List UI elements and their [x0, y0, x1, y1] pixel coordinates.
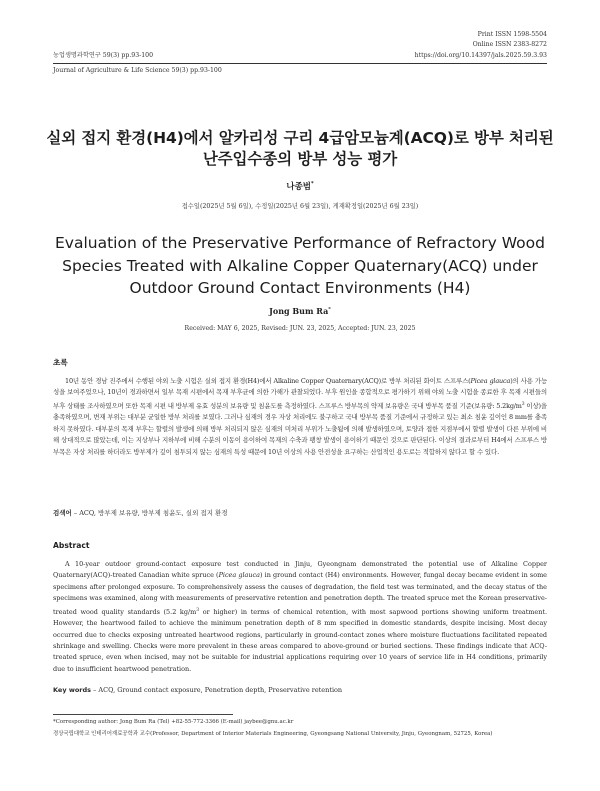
title-ko-line2: 난주입수종의 방부 성능 평가: [202, 150, 398, 168]
dates-en: Received: MAY 6, 2025, Revised: JUN. 23, 2025, Accepted: JUN. 23, 2025: [184, 325, 416, 332]
abstract-en-body: [53, 559, 547, 675]
dates-ko: 접수일(2025년 5월 6일), 수정일(2025년 6월 23일), 게재확정일(2025년 6월 23일): [181, 203, 419, 210]
author-en: [0, 306, 600, 316]
journal-ko: 농업생명과학연구 59(3) pp.93-100: [53, 52, 154, 59]
abstract-ko-body: [53, 376, 547, 458]
author-ko-mark: *: [311, 181, 314, 188]
author-ko-name: 나종범: [286, 182, 311, 192]
abstract-ko-text-3: 이상)을 충족하였으며, 변재 부위는 대부분 균일한 방부 처리를 보였다. 그러나 심재의 경우 자상 처리에도 불구하고 국내 방부목 품질 기준에서 규정하고 있는 최소 침윤 깊이인 8 mm를 충족하지 못하였다. 대부분의 목재 부후는 할렬의 발생에 의해 방부 처리되지 않은 심재의 미처리 부위가 노출됨에 의해 발생하였으며, 토양과 접한 지점부에서 할렬 발생이 다른 부위에 비해 상대적으로 많았는데, 이는 지상부나 지하부에 비해 수분의 이동이 용이하여 목재의 수축과 팽창 발생이 용이하기 때문인 것으로 판단된다. 이상의 결과로부터 H4에서 스프루스 방부목은 자상 처리를 하더라도 방부제가 깊이 침투되지 않는 심재의 특성 때문에 10년 이상의 사용 안전성을 요구하는 산업적인 용도로는 적합하지 않다고 할 수 있다.: [53, 401, 547, 456]
title-en-line2: Species Treated with Alkaline Copper Quaternary(ACQ) under: [62, 256, 538, 275]
footnote-divider: [53, 714, 233, 715]
abstract-en-text-1: A 10-year outdoor ground-contact exposure test conducted in Jinju, Gyeongnam demonstrated the potential use of Alkaline Copper Quaternary(ACQ)-treated Canadian white spruce (: [53, 560, 547, 580]
issn-online: Online ISSN 2383-8272: [472, 41, 547, 48]
abstract-en-heading: Abstract: [53, 541, 90, 550]
title-ko: [40, 128, 560, 170]
abstract-en-sup: 3: [196, 607, 200, 613]
abstract-en-text-3: or higher) in terms of chemical retention, with most sapwood portions showing uniform treatment. However, the heartwood failed to achieve the minimum penetration depth of 8 mm specified in domestic standards, despite incising. Most decay occurred due to checks exposing untreated heartwood regions, particularly in ground-contact zones where moisture fluctuations facilitated repeated shrinkage and swelling. Checks were more prevalent in these areas compared to above-ground or buried sections. These findings indicate that ACQ-treated spruce, even when incised, may not be suitable for industrial applications requiring over 10 years of service life in H4 conditions, primarily due to insufficient heartwood penetration.: [53, 607, 547, 673]
title-en: [40, 232, 560, 300]
journal-en: Journal of Agriculture & Life Science 59(3) pp.93-100: [53, 67, 222, 74]
abstract-ko-text-2: )의 사용 가능성을 보여주었으나, 10년이 경과하면서 일부 목재 시편에서 목재 부후균에 의한 가해가 관찰되었다. 부후 원인을 종합적으로 평가하기 위해 야외 노출 시험을 종료한 후 목재 시편들의 부후 상태를 조사하였으며 또한 목재 시편 내 방부제 유효 성분의 보유량 및 침윤도를 측정하였다. 스프루스 방부목의 약제 보유량은 국내 방부목 품질 기준(보유량: 5.2kg/m: [53, 377, 548, 410]
keywords-ko-label: 검색어: [53, 509, 72, 517]
abstract-ko-text-1: 10년 동안 경남 진주에서 수행된 야외 노출 시험은 실외 접지 환경(H4)에서 Alkaline Copper Quaternary(ACQ)로 방부 처리된 화이트 스프루스(: [65, 377, 471, 385]
doi-link[interactable]: https://doi.org/10.14397/jals.2025.59.3.93: [414, 52, 547, 59]
author-en-name: Jong Bum Ra: [269, 306, 329, 316]
abstract-en-text-2: ) in ground contact (H4) environments. However, fungal decay became evident in some specimens after prolonged exposure. To comprehensively assess the causes of degradation, the field test was terminated, and the decay status of the specimens was examined, along with measurements of preservative retention and penetration depth. The treated spruce met the Korean preservative-treated wood quality standards (5.2 kg/m: [53, 571, 547, 616]
footnote-affiliation: 경상국립대학교 인테리어재료공학과 교수(Professor, Department of Interior Materials Engineering, Gyeongsang National University, Jinju, Gyeongnam, 52725, Korea): [53, 731, 493, 737]
keywords-en-text: ACQ, Ground contact exposure, Penetration depth, Preservative retention: [98, 686, 343, 694]
abstract-ko-sup: 3: [521, 401, 525, 407]
footnote-corresponding: *Corresponding author: Jong Bum Ra (Tel) +82-55-772-3366 (E-mail) jaybee@gnu.ac.kr: [53, 719, 294, 725]
author-en-mark: *: [328, 306, 331, 313]
title-en-line1: Evaluation of the Preservative Performance of Refractory Wood: [55, 234, 545, 252]
keywords-en-label: Key words: [53, 686, 92, 694]
header-divider: [53, 63, 547, 64]
title-en-line3: Outdoor Ground Contact Environments (H4): [129, 279, 471, 297]
abstract-ko-heading: 초록: [53, 358, 68, 367]
author-ko: [0, 180, 600, 192]
abstract-en-species: Picea glauca: [218, 571, 260, 580]
issn-print: Print ISSN 1598-5504: [477, 31, 547, 38]
keywords-en: Key words – ACQ, Ground contact exposure, Penetration depth, Preservative retention: [53, 686, 343, 694]
title-ko-line1: 실외 접지 환경(H4)에서 알카리성 구리 4급암모늄계(ACQ)로 방부 처리된: [46, 129, 554, 147]
abstract-ko-species: Picea glauca: [470, 377, 511, 385]
keywords-ko-text: ACQ, 방부제 보유량, 방부제 침윤도, 실외 접지 환경: [79, 509, 228, 517]
keywords-ko: 검색어 – ACQ, 방부제 보유량, 방부제 침윤도, 실외 접지 환경: [53, 509, 228, 517]
